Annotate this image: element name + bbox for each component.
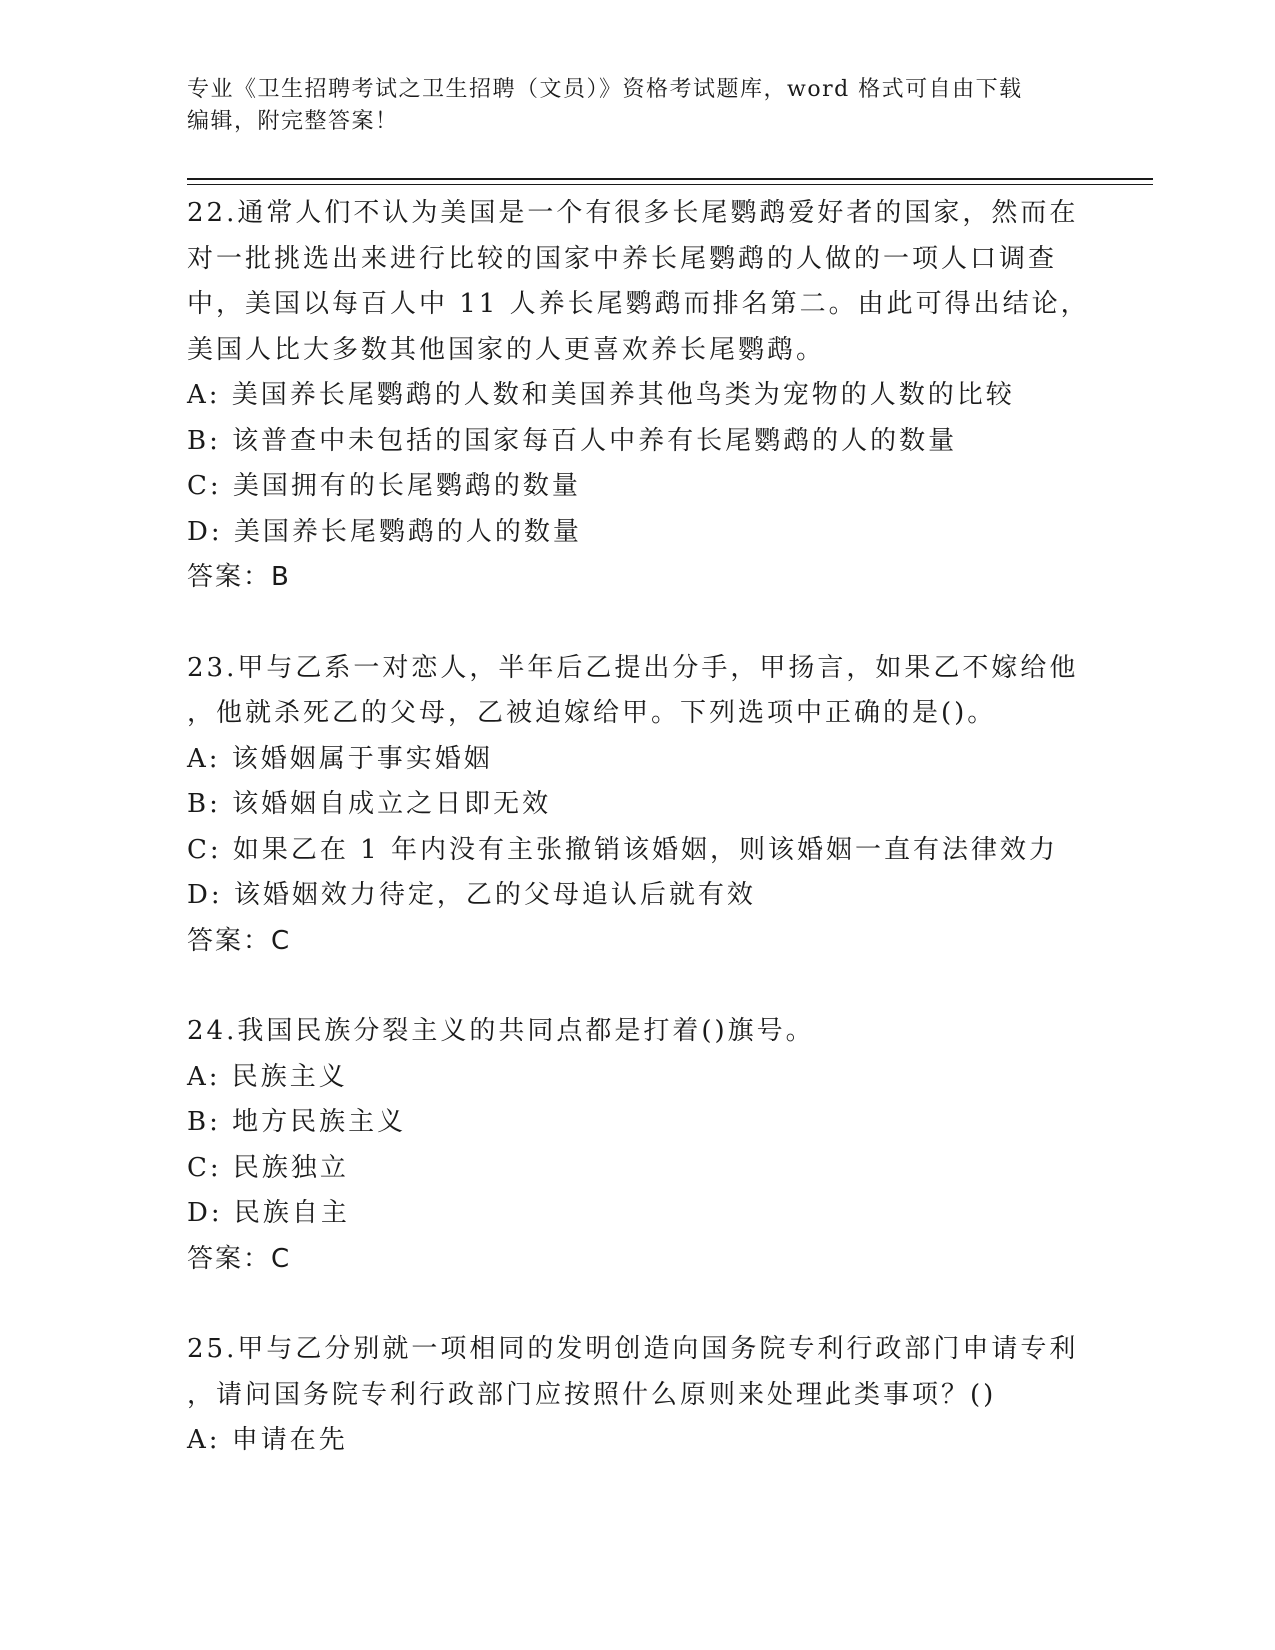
option-b: B: 地方民族主义: [187, 1107, 407, 1137]
question-22: [187, 191, 1090, 601]
question-stem-line: ，他就杀死乙的父母，乙被迫嫁给甲。下列选项中正确的是()。: [187, 698, 997, 728]
option-a: A: 民族主义: [187, 1061, 348, 1092]
option-b: B: 该普查中未包括的国家每百人中养有长尾鹦鹉的人的数量: [187, 425, 958, 456]
question-23: [187, 646, 1087, 965]
question-stem-line: ，请问国务院专利行政部门应按照什么原则来处理此类事项？(): [187, 1379, 997, 1410]
question-stem-line: 22.通常人们不认为美国是一个有很多长尾鹦鹉爱好者的国家，然而在: [187, 198, 1079, 228]
option-d: D: 美国养长尾鹦鹉的人的数量: [187, 516, 582, 547]
option-b: B: 该婚姻自成立之日即无效: [187, 789, 552, 819]
option-d: D: 该婚姻效力待定，乙的父母追认后就有效: [187, 880, 756, 910]
question-24: [187, 1009, 1087, 1282]
question-stem-line: 23.甲与乙系一对恋人，半年后乙提出分手，甲扬言，如果乙不嫁给他: [187, 652, 1079, 683]
option-c: C: 如果乙在 1 年内没有主张撤销该婚姻，则该婚姻一直有法律效力: [187, 834, 1058, 865]
header-line-2: 编辑，附完整答案！: [187, 109, 399, 134]
header-line-1: 专业《卫生招聘考试之卫生招聘（文员）》资格考试题库，word 格式可自由下载: [187, 77, 1023, 102]
question-stem-line: 美国人比大多数其他国家的人更喜欢养长尾鹦鹉。: [187, 334, 826, 365]
answer-label: 答案：B: [187, 562, 291, 592]
answer-label: 答案：C: [187, 1243, 292, 1274]
answer-label: 答案：C: [187, 925, 292, 956]
option-c: C: 民族独立: [187, 1152, 349, 1183]
option-a: A: 美国养长尾鹦鹉的人数和美国养其他鸟类为宠物的人数的比较: [187, 380, 1015, 410]
question-list: [187, 191, 1090, 1509]
header-rule-thick: [187, 178, 1153, 180]
header-rule-thin: [187, 184, 1153, 185]
question-stem-line: 25.甲与乙分别就一项相同的发明创造向国务院专利行政部门申请专利: [187, 1334, 1079, 1364]
question-stem-line: 对一批挑选出来进行比较的国家中养长尾鹦鹉的人做的一项人口调查: [187, 243, 1058, 274]
option-d: D: 民族自主: [187, 1198, 350, 1228]
option-a: A: 该婚姻属于事实婚姻: [187, 743, 493, 774]
question-stem-line: 24.我国民族分裂主义的共同点都是打着()旗号。: [187, 1016, 815, 1046]
document-header: [187, 74, 1067, 138]
option-c: C: 美国拥有的长尾鹦鹉的数量: [187, 471, 581, 501]
question-25: [187, 1327, 1087, 1464]
question-stem-line: 中，美国以每百人中 11 人养长尾鹦鹉而排名第二。由此可得出结论，: [187, 289, 1090, 319]
option-a: A: 申请在先: [187, 1425, 348, 1455]
